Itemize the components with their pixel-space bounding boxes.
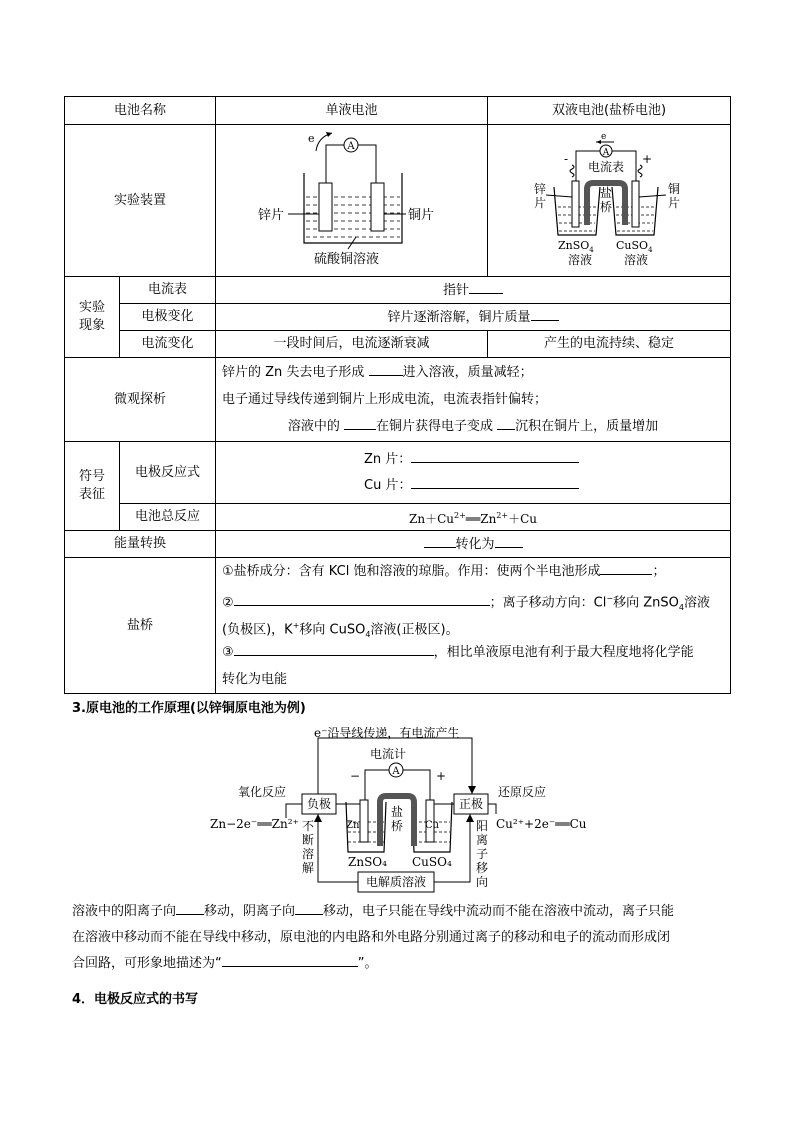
section-4-heading: 4．电极反应式的书写 (72, 992, 199, 1007)
electrode-change-label: 电极变化 (120, 304, 216, 331)
minus-sign-2: − (350, 769, 361, 783)
micro-line-3: 溶液中的 在铜片获得电子变成 沉积在铜片上，质量增加 (287, 419, 659, 434)
phenomenon-group-2: 现象 (78, 318, 105, 333)
phenomenon-group-1: 实验 (78, 300, 105, 315)
paragraph-line-3: 合回路，可形象地描述为“ ”。 (72, 956, 378, 971)
reduction-label: 还原反应 (498, 785, 547, 799)
comparison-table (64, 96, 731, 694)
total-eq: $Zn+Cu^{2+}══Zn^{2+}+Cu$ (216, 504, 731, 531)
minus-sign: - (564, 152, 569, 166)
znso4-label-2: ZnSO₄ (348, 855, 387, 869)
paragraph-line-2: 在溶液中移动而不能在导线中移动，原电池的内电路和外电路分别通过离子的移动和电子的流动而形成闭 (72, 930, 671, 945)
ammeter-a: A (347, 141, 355, 152)
copper-label-a: 铜 (668, 182, 681, 196)
section-3-heading: 3.原电池的工作原理(以锌铜原电池为例) (72, 701, 306, 716)
symbol-group (65, 442, 120, 531)
double-cell-apparatus (488, 125, 731, 270)
zn-electrode-line: Zn 片： (364, 447, 724, 473)
answer-blank[interactable] (411, 476, 579, 489)
cuso4-label-2: CuSO₄ (412, 855, 452, 869)
top-caption: e⁻沿导线传递，有电流产生 (314, 726, 460, 740)
svg-text:离: 离 (476, 833, 489, 847)
dissolve-vertical (302, 819, 314, 875)
znso4-label: ZnSO$_4$ (558, 239, 594, 254)
salt-line-2: ② ；离子移动方向：Cl−移向 ZnSO$_4$溶液 (222, 594, 710, 612)
total-eq-label: 电池总反应 (120, 504, 216, 531)
svg-text:解: 解 (302, 861, 315, 875)
cation-vertical (476, 819, 488, 889)
micro-line-2: 电子通过导线传递到铜片上形成电流，电流表指针偏转； (222, 392, 548, 407)
current-change-single: 一段时间后，电流逐渐衰减 (216, 331, 488, 358)
salt-label-2: 盐 (390, 805, 404, 819)
electrode-eq-label: 电极反应式 (120, 442, 216, 504)
salt-label: 盐 (600, 186, 613, 200)
ammeter-label: 电流表 (588, 160, 625, 174)
cu-electrode-line: Cu 片： (364, 473, 724, 499)
meter-label: 电流计 (370, 747, 407, 761)
header-double-cell: 双液电池(盐桥电池) (488, 97, 731, 125)
salt-label: 盐桥 (65, 558, 216, 694)
answer-blank[interactable] (411, 450, 579, 463)
symbol-group-1: 符号 (78, 469, 105, 484)
cu-equation: Cu²⁺+2e⁻══Cu (496, 817, 587, 831)
answer-blank[interactable] (469, 281, 503, 294)
answer-blank[interactable] (497, 417, 515, 430)
zinc-label-b: 片 (534, 196, 547, 210)
oxidation-label: 氧化反应 (238, 785, 287, 799)
single-cell-diagram (216, 125, 488, 277)
salt-line-3: (负极区)，K+移向 CuSO$_4$溶液(正极区)。 (222, 621, 459, 639)
answer-blank[interactable] (369, 363, 403, 376)
phenomenon-group (65, 277, 120, 358)
micro-line-1: 锌片的 Zn 失去电子形成 进入溶液，质量减轻； (222, 365, 533, 380)
micro-content (216, 358, 731, 442)
device-label: 实验装置 (65, 125, 216, 277)
salt-line-1: ①盐桥成分：含有 KCl 饱和溶液的琼脂。作用：使两个半电池形成 ； (222, 564, 666, 579)
zinc-label: 锌片 (258, 208, 285, 223)
bridge-label-2: 桥 (390, 819, 404, 833)
svg-text:阳: 阳 (476, 819, 489, 833)
negative-box: 负极 (306, 797, 332, 811)
answer-blank[interactable] (531, 308, 559, 321)
solution-label: 硫酸铜溶液 (314, 252, 380, 267)
answer-blank[interactable] (234, 593, 490, 606)
answer-blank[interactable] (176, 902, 204, 915)
electrode-eq-content (216, 442, 731, 504)
ammeter-row-text: 指针 (216, 277, 731, 304)
salt-line-4: ③ ，相比单液原电池有利于最大程度地将化学能 (222, 645, 694, 660)
answer-blank[interactable] (600, 562, 652, 575)
plus-sign: + (642, 152, 653, 166)
answer-blank[interactable] (344, 417, 376, 430)
right-solution-label: 溶液 (624, 253, 649, 267)
bridge-label: 桥 (600, 200, 613, 214)
left-solution-label: 溶液 (568, 253, 593, 267)
electron-label: e (308, 132, 315, 145)
salt-content (216, 558, 731, 694)
electrode-change-text: 锌片逐渐溶解，铜片质量 (216, 304, 731, 331)
zn-label: Zn (346, 820, 360, 831)
energy-text: 转化为 (216, 531, 731, 558)
paragraph-line-1: 溶液中的阳离子向 移动，阴离子向 移动，电子只能在导线中流动而不能在溶液中流动，离子只能 (72, 904, 675, 919)
cu-label: Cu (425, 820, 440, 831)
ammeter-a-2: A (602, 148, 610, 158)
cuso4-label: CuSO$_4$ (616, 239, 653, 254)
micro-label: 微观探析 (65, 358, 216, 442)
answer-blank[interactable] (222, 954, 358, 967)
energy-label: 能量转换 (65, 531, 216, 558)
meter-a: A (392, 766, 400, 777)
symbol-group-2: 表征 (78, 487, 105, 502)
svg-text:子: 子 (476, 847, 489, 861)
single-cell-apparatus (216, 125, 488, 270)
plus-sign-2: + (436, 769, 447, 783)
working-principle-diagram (200, 722, 600, 894)
svg-text:溶: 溶 (302, 847, 315, 861)
svg-text:向: 向 (476, 875, 489, 889)
positive-box: 正极 (458, 797, 484, 811)
copper-label-b: 片 (668, 196, 681, 210)
answer-blank[interactable] (295, 902, 323, 915)
answer-blank[interactable] (495, 535, 523, 548)
svg-text:断: 断 (302, 833, 315, 847)
answer-blank[interactable] (234, 643, 434, 656)
ammeter-row-label: 电流表 (120, 277, 216, 304)
answer-blank[interactable] (424, 535, 456, 548)
electrolyte-box: 电解质溶液 (365, 875, 427, 889)
salt-line-5: 转化为电能 (222, 672, 288, 687)
current-change-label: 电流变化 (120, 331, 216, 358)
copper-label: 铜片 (408, 208, 435, 223)
current-change-double: 产生的电流持续、稳定 (488, 331, 731, 358)
svg-text:不: 不 (302, 819, 315, 833)
zn-equation: Zn−2e⁻══Zn²⁺ (210, 817, 299, 831)
zinc-label-a: 锌 (534, 182, 547, 196)
electron-label-2: e (601, 132, 607, 142)
header-battery-name: 电池名称 (65, 97, 216, 125)
svg-text:移: 移 (476, 861, 489, 875)
header-single-cell: 单液电池 (216, 97, 488, 125)
double-cell-diagram (488, 125, 731, 277)
